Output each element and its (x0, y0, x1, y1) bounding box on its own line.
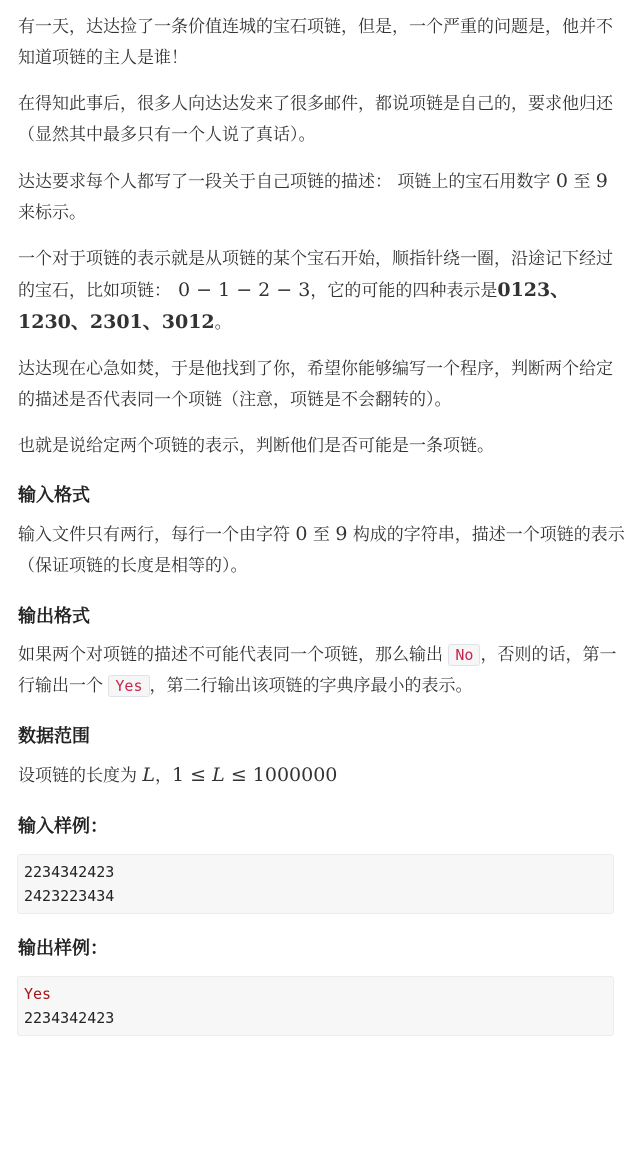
p4-text-b: ，它的可能的四种表示是 (310, 281, 498, 301)
input-text-c: 构成的字符串，描述一个项链的表示（保证项链的长度是相等的）。 (18, 525, 625, 576)
data-range-text (18, 760, 628, 792)
output-text-c: ，第二行输出该项链的字典序最小的表示。 (149, 676, 473, 696)
sample-input-line-2: 2423223434 (24, 887, 115, 905)
output-format-text (18, 640, 628, 702)
sample-output-line-2: 2234342423 (24, 1009, 115, 1027)
math-digit-nine: 9 (335, 523, 348, 545)
math-range-expr (172, 764, 337, 786)
sample-input-heading: 输入样例： (18, 816, 108, 837)
sample-input-line-1: 2234342423 (24, 863, 115, 881)
math-rotations: 0123、1230、2301、3012 (18, 279, 570, 333)
math-digit-zero: 0 (295, 523, 308, 545)
output-text-b: ，否则的话，第一行输出一个 (18, 645, 617, 696)
expr-var: L (212, 764, 225, 786)
intro-paragraph-1: 有一天，达达捡了一条价值连城的宝石项链，但是，一个严重的问题是，他并不知道项链的主人是谁！ (18, 17, 613, 68)
input-format-text (18, 519, 628, 582)
expr-left: 1 ≤ (172, 764, 207, 786)
range-text-a: 设项链的长度为 (18, 766, 137, 786)
math-var-L: L (142, 764, 156, 786)
sample-output-heading: 输出样例： (18, 938, 108, 959)
intro-paragraph-2: 在得知此事后，很多人向达达发来了很多邮件，都说项链是自己的，要求他归还（显然其中最多只有一个人说了真话）。 (18, 94, 613, 145)
expr-right: ≤ 1000000 (230, 764, 338, 786)
output-text-a: 如果两个对项链的描述不可能代表同一个项链，那么输出 (18, 645, 443, 665)
p4-text-a: 一个对于项链的表示就是从项链的某个宝石开始，顺指针绕一圈，沿途记下经过的宝石，比如项链： (18, 249, 613, 301)
input-format-heading: 输入格式 (18, 485, 90, 506)
p4-text-c: 。 (214, 313, 232, 333)
intro-paragraph-4 (18, 244, 628, 339)
math-necklace-example: 0 − 1 − 2 − 3 (178, 279, 311, 301)
inline-code-no: No (448, 644, 480, 666)
output-format-heading: 输出格式 (18, 606, 90, 627)
input-text-a: 输入文件只有两行，每行一个由字符 (18, 525, 290, 545)
sample-output-block (17, 976, 614, 1036)
input-text-b: 至 (312, 525, 330, 545)
intro-paragraph-3 (18, 166, 628, 229)
sample-output-line-1: Yes (24, 985, 52, 1003)
intro-paragraph-5: 达达现在心急如焚，于是他找到了你，希望你能够编写一个程序，判断两个给定的描述是否代表同一个项链（注意，项链是不会翻转的）。 (18, 359, 613, 410)
math-digit-zero: 0 (555, 170, 568, 192)
range-text-b: ， (155, 766, 173, 786)
math-digit-nine: 9 (595, 170, 608, 192)
inline-code-yes: Yes (108, 675, 149, 697)
data-range-heading: 数据范围 (18, 726, 90, 747)
intro-paragraph-6: 也就是说给定两个项链的表示，判断他们是否可能是一条项链。 (18, 436, 494, 456)
p3-text-c: 来标示。 (18, 203, 86, 223)
sample-input-block (17, 854, 614, 914)
p3-text-a: 达达要求每个人都写了一段关于自己项链的描述： 项链上的宝石用数字 (18, 172, 551, 192)
p3-text-b: 至 (573, 172, 591, 192)
